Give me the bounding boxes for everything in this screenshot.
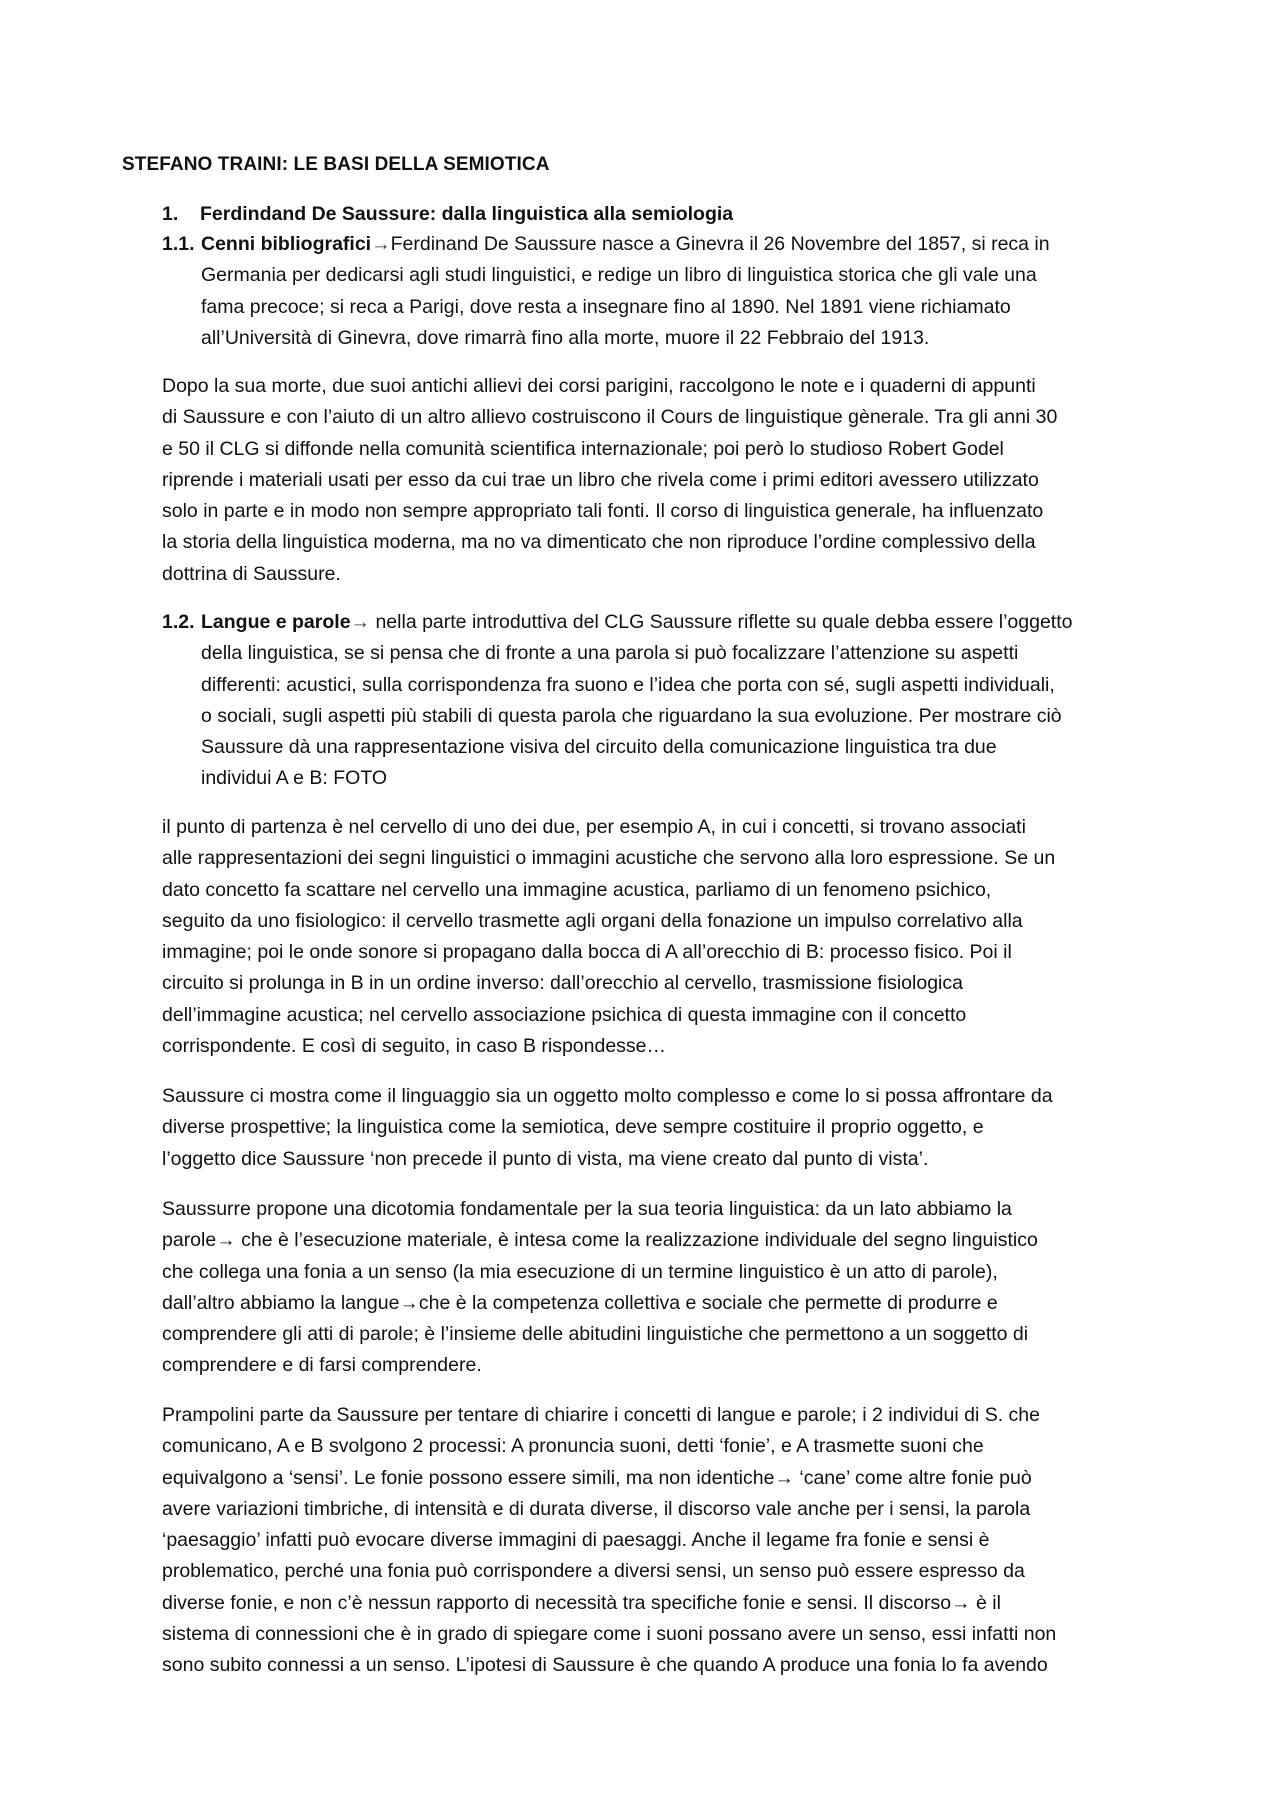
text-line: nella parte introduttiva del CLG Saussure riflette su quale debba essere l’oggetto bbox=[370, 611, 1073, 633]
text-line: il punto di partenza è nel cervello di uno dei due, per esempio A, in cui i concetti, si trovano associati bbox=[162, 816, 1026, 838]
paragraph-3 bbox=[162, 1081, 1172, 1175]
text-line: e 50 il CLG si diffonde nella comunità scientifica internazionale; poi però lo studioso Robert Godel bbox=[162, 437, 1004, 460]
text-line: Ferdinand De Saussure nasce a Ginevra il 26 Novembre del 1857, si reca in bbox=[390, 233, 1050, 255]
subsection-number: 1.1. bbox=[162, 233, 195, 255]
text-line: corrispondente. E così di seguito, in caso B rispondesse… bbox=[162, 1035, 667, 1058]
text-line: diverse prospettive; la linguistica come la semiotica, deve sempre costituire il proprio oggetto, e bbox=[162, 1116, 984, 1139]
arrow-icon: → bbox=[371, 233, 391, 255]
text-line: dell’immagine acustica; nel cervello associazione psichica di questa immagine con il concetto bbox=[162, 1003, 967, 1026]
text-line: differenti: acustici, sulla corrispondenza fra suono e l’idea che porta con sé, sugli aspetti individuali, bbox=[201, 673, 1055, 696]
subsection-number: 1.2. bbox=[162, 611, 195, 633]
text-line: Germania per dedicarsi agli studi linguistici, e redige un libro di linguistica storica che gli vale una bbox=[201, 264, 1037, 287]
text-line: fama precoce; si reca a Parigi, dove resta a insegnare fino al 1890. Nel 1891 viene richiamato bbox=[201, 295, 1011, 318]
text-line: sono subito connessi a un senso. L’ipotesi di Saussure è che quando A produce una fonia lo fa avendo bbox=[162, 1654, 1048, 1677]
text-line: diverse fonie, e non c’è nessun rapporto di necessità tra specifiche fonie e sensi. Il discorso→ è il bbox=[162, 1591, 1001, 1614]
text-line: o sociali, sugli aspetti più stabili di questa parola che riguardano la sua evoluzione. Per mostrare ciò bbox=[201, 704, 1062, 727]
text-line: Saussure ci mostra come il linguaggio sia un oggetto molto complesso e come lo si possa affrontare da bbox=[162, 1085, 1053, 1107]
section-number: 1. bbox=[162, 203, 179, 225]
subsection-1-1 bbox=[162, 229, 1172, 354]
text-line: solo in parte e in modo non sempre appropriato tali fonti. Il corso di linguistica generale, ha influenzato bbox=[162, 500, 1044, 523]
text-line: alle rappresentazioni dei segni linguistici o immagini acustiche che servono alla loro espressione. Se un bbox=[162, 847, 1056, 870]
text-line: Dopo la sua morte, due suoi antichi allievi dei corsi parigini, raccolgono le note e i quaderni di appunti bbox=[162, 375, 1036, 397]
text-line: l’oggetto dice Saussure ‘non precede il punto di vista, ma viene creato dal punto di vista’. bbox=[162, 1147, 929, 1170]
subsection-1-2 bbox=[162, 607, 1172, 795]
text-line: equivalgono a ‘sensi’. Le fonie possono essere simili, ma non identiche→ ‘cane’ come altre fonie può bbox=[162, 1466, 1032, 1489]
text-line: dall’altro abbiamo la langue→che è la competenza collettiva e sociale che permette di produrre e bbox=[162, 1291, 998, 1314]
document-title: STEFANO TRAINI: LE BASI DELLA SEMIOTICA bbox=[122, 154, 550, 175]
text-line: circuito si prolunga in B in un ordine inverso: dall’orecchio al cervello, trasmissione fisiologica bbox=[162, 972, 963, 995]
text-line: della linguistica, se si pensa che di fronte a una parola si può focalizzare l’attenzione su aspetti bbox=[201, 642, 1019, 665]
text-line: di Saussure e con l’aiuto di un altro allievo costruiscono il Cours de linguistique gènerale. Tra gli anni 30 bbox=[162, 406, 1058, 429]
text-line: avere variazioni timbriche, di intensità e di durata diverse, il discorso vale anche per i sensi, la parola bbox=[162, 1497, 1031, 1520]
text-line: sistema di connessioni che è in grado di spiegare come i suoni possano avere un senso, essi infatti non bbox=[162, 1623, 1057, 1646]
text-line: la storia della linguistica moderna, ma no va dimenticato che non riproduce l’ordine complessivo della bbox=[162, 531, 1036, 554]
subsection-heading: Cenni bibliografici bbox=[201, 233, 372, 255]
paragraph-5 bbox=[162, 1400, 1172, 1682]
section-heading-1 bbox=[162, 203, 733, 226]
text-line: Saussure dà una rappresentazione visiva del circuito della comunicazione linguistica tra due bbox=[201, 736, 997, 759]
subsection-first-line bbox=[162, 607, 1172, 638]
arrow-icon: → bbox=[350, 611, 371, 633]
text-line: Prampolini parte da Saussure per tentare di chiarire i concetti di langue e parole; i 2 individui di S. che bbox=[162, 1404, 1040, 1426]
text-line: Saussurre propone una dicotomia fondamentale per la sua teoria linguistica: da un lato abbiamo la bbox=[162, 1198, 1012, 1220]
paragraph-4 bbox=[162, 1194, 1172, 1382]
text-line: immagine; poi le onde sonore si propagano dalla bocca di A all’orecchio di B: processo fisico. Poi il bbox=[162, 941, 1012, 964]
text-line: comprendere e di farsi comprendere. bbox=[162, 1354, 482, 1377]
text-line: riprende i materiali usati per esso da cui trae un libro che rivela come i primi editori avessero utilizzato bbox=[162, 468, 1039, 491]
text-line: all’Università di Ginevra, dove rimarrà fino alla morte, muore il 22 Febbraio del 1913. bbox=[201, 326, 930, 349]
text-line: comprendere gli atti di parole; è l’insieme delle abitudini linguistiche che permettono a un soggetto di bbox=[162, 1323, 1029, 1346]
text-line: comunicano, A e B svolgono 2 processi: A pronuncia suoni, detti ‘fonie’, e A trasmette suoni che bbox=[162, 1435, 984, 1458]
text-line: individui A e B: FOTO bbox=[201, 767, 388, 790]
paragraph-1 bbox=[162, 371, 1172, 590]
text-line: seguito da uno fisiologico: il cervello trasmette agli organi della fonazione un impulso correlativo alla bbox=[162, 909, 1023, 932]
text-line: ‘paesaggio’ infatti può evocare diverse immagini di paesaggi. Anche il legame fra fonie e sensi è bbox=[162, 1529, 990, 1552]
text-line: che collega una fonia a un senso (la mia esecuzione di un termine linguistico è un atto di parole), bbox=[162, 1260, 998, 1283]
subsection-first-line bbox=[162, 229, 1172, 260]
text-line: problematico, perché una fonia può corrispondere a diversi sensi, un senso può essere espresso da bbox=[162, 1560, 1025, 1583]
paragraph-2 bbox=[162, 812, 1172, 1062]
subsection-heading: Langue e parole bbox=[201, 611, 351, 633]
text-line: parole→ che è l’esecuzione materiale, è intesa come la realizzazione individuale del segno linguistico bbox=[162, 1229, 1038, 1252]
text-line: dato concetto fa scattare nel cervello una immagine acustica, parliamo di un fenomeno psichico, bbox=[162, 878, 992, 901]
section-title: Ferdindand De Saussure: dalla linguistica alla semiologia bbox=[200, 203, 734, 225]
text-line: dottrina di Saussure. bbox=[162, 562, 341, 585]
